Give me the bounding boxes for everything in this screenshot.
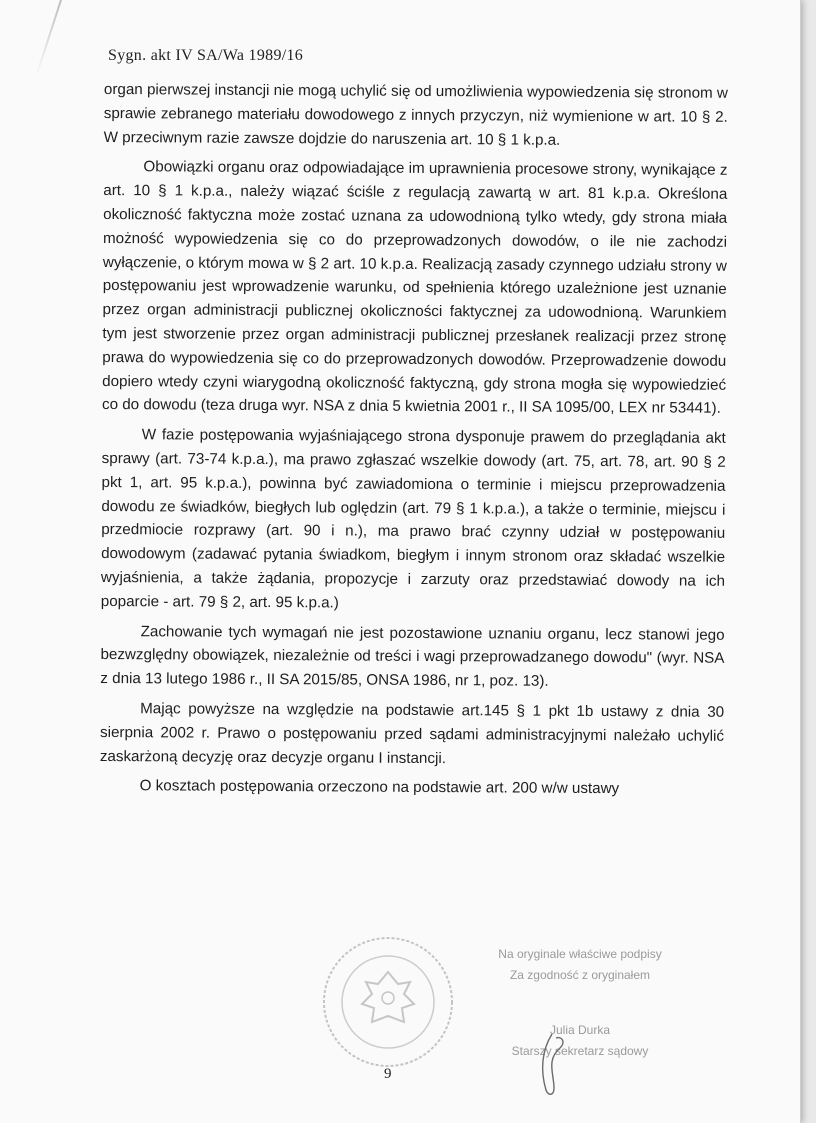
paragraph-continuation: organ pierwszej instancji nie mogą uchylić się od umożliwienia wypowiedzenia się stronom w sprawie zebranego materiału dowodowego z innych przyczyn, niż wymienione w art. 10 § 2. W przeciwnym razie zawsze dojdzie do naruszenia art. 10 § 1 k.p.a. [103, 80, 728, 149]
case-reference: Sygn. akt IV SA/Wa 1989/16 [108, 47, 304, 64]
page-fold-shadow [35, 0, 62, 76]
page-number: 9 [384, 1066, 392, 1082]
document-body [100, 78, 728, 808]
paragraph: O kosztach postępowania orzeczono na podstawie art. 200 w/w ustawy [139, 777, 620, 798]
certification-conformity: Za zgodność z oryginałem [509, 968, 651, 982]
certifier-title: Starszy sekretarz sądowy [511, 1044, 649, 1058]
paragraph: W fazie postępowania wyjaśniającego strona dysponuje prawem do przeglądania akt sprawy (art. 73-74 k.p.a.), ma prawo zgłaszać wszelkie dowody (art. 75, art. 78, art. 90 § 2 pkt 1, art. 95 k.p.a.), powinna być zawiadomiona o terminie i miejscu przeprowadzenia dowodu ze świadków, biegłych lub oględzin (art. 79 § 1 k.p.a.), a także o terminie, miejscu i przedmiocie rozprawy (art. 90 i n.), ma prawo brać czynny udział w postępowaniu dowodowym (zadawać pytania świadkom, biegłym i innym stronom oraz składać wszelkie wyjaśnienia, a także żądania, propozycje i zarzuty oraz przedstawiać dowody na ich poparcie - art. 79 § 2, art. 95 k.p.a.) [100, 426, 726, 612]
paragraph: Zachowanie tych wymagań nie jest pozostawione uznaniu organu, lecz stanowi jego bezwzględny obowiązek, niezależnie od treści i wagi przeprowadzanego dowodu" (wyr. NSA z dnia 13 lutego 1986 r., II SA 2015/85, ONSA 1986, nr 1, poz. 13). [100, 622, 725, 690]
certifier-name: Julia Durka [549, 1023, 611, 1037]
certification-block [470, 944, 690, 1062]
paragraph: Obowiązki organu oraz odpowiadające im uprawnienia procesowe strony, wynikające z art. 10 § 1 k.p.a., należy wiązać ściśle z regulacją zawartą w art. 81 k.p.a. Określona okoliczność faktyczna może zostać uznana za udowodnioną tylko wtedy, gdy strona miała możność wypowiedzenia się co do przeprowadzonych dowodów, o ile nie zachodzi wyłączenie, o którym mowa w § 2 art. 10 k.p.a. Realizacją zasady czynnego udziału strony w postępowaniu jest wprowadzenie warunku, od spełnienia którego uzależnione jest uznanie przez organ administracji publicznej okoliczności faktycznej za udowodnioną. Warunkiem tym jest stworzenie przez organ administracji publicznej przesłanek realizacji przez stronę prawa do wypowiedzenia się co do przeprowadzonych dowodów. Przeprowadzenie dowodu dopiero wtedy czyni wiarygodną okoliczność faktyczną, gdy strona mogła się wypowiedzieć co do dowodu (teza druga wyr. NSA z dnia 5 kwietnia 2001 r., II SA 1095/00, LEX nr 53441). [101, 158, 728, 418]
certification-original-signatures: Na oryginale właściwe podpisy [498, 947, 662, 961]
court-seal-stamp [318, 932, 458, 1072]
handwritten-signature [532, 1030, 572, 1100]
paragraph: Mając powyższe na względzie na podstawie art.145 § 1 pkt 1b ustawy z dnia 30 sierpnia 2002 r. Prawo o postępowaniu przed sądami administracyjnymi należało uchylić zaskarżoną decyzję oraz decyzje organu I instancji. [99, 700, 725, 767]
